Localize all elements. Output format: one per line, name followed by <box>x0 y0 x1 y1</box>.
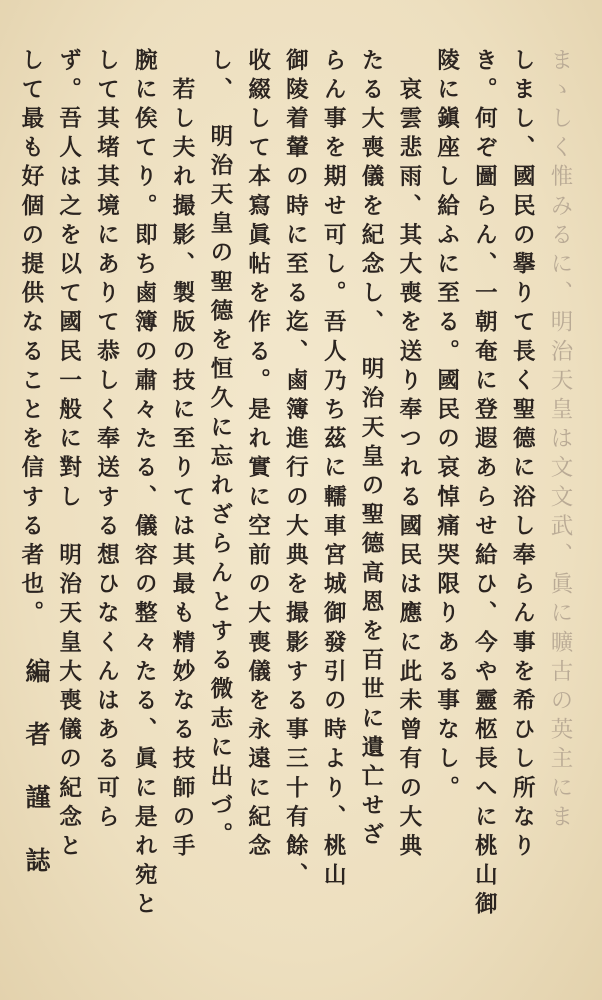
text-column-10: し、 明治天皇の聖德を恒久に忘れざらんとする微志に出づ。 <box>206 48 233 852</box>
text-column-9: 收綴して本寫眞帖を作る。是れ實に空前の大喪儀を永遠に紀念 <box>244 48 271 863</box>
text-column-15: して最も好個の提供なることを信する者也。 <box>17 48 44 630</box>
text-column-13: して其堵其境にありて恭しく奉送する想ひなくんはある可ら <box>93 48 120 834</box>
text-column-1: まゝしく惟みるに、明治天皇は文文武、眞に曠古の英主にま <box>547 48 573 834</box>
preface-text <box>11 48 578 978</box>
text-column-4: 陵に鎭座し給ふに至る。國民の哀悼痛哭限りある事なし。 <box>433 48 460 805</box>
text-column-12: 腕に俟てり。即ち鹵簿の肅々たる、儀容の整々たる、眞に是れ宛と <box>131 48 158 921</box>
text-column-8: 御陵着輦の時に至る迄、鹵簿進行の大典を撮影する事三十有餘、 <box>282 48 309 892</box>
text-column-6: たる大喪儀を紀念し、 明治天皇の聖德高恩を百世に遺亡せざ <box>358 48 385 852</box>
editor-signature: 編者謹誌 <box>22 658 51 910</box>
text-column-2: しまし、國民の擧りて長く聖德に浴し奉らん事を希ひし所なり <box>509 48 536 863</box>
text-column-3: き。何ぞ圖らん、一朝奄に登遐あらせ給ひ、今や靈柩長へに桃山御 <box>471 48 498 921</box>
text-column-7: らん事を期せ可し。吾人乃ち茲に轜車宮城御發引の時より、桃山 <box>320 48 347 892</box>
text-column-11: 若し夫れ撮影、製版の技に至りては其最も精妙なる技師の手 <box>169 48 196 863</box>
text-column-5: 哀雲悲雨、其大喪を送り奉つれる國民は應に此未曾有の大典 <box>395 48 422 863</box>
text-column-14: ず。吾人は之を以て國民一般に對し 明治天皇大喪儀の紀念と <box>55 48 82 863</box>
